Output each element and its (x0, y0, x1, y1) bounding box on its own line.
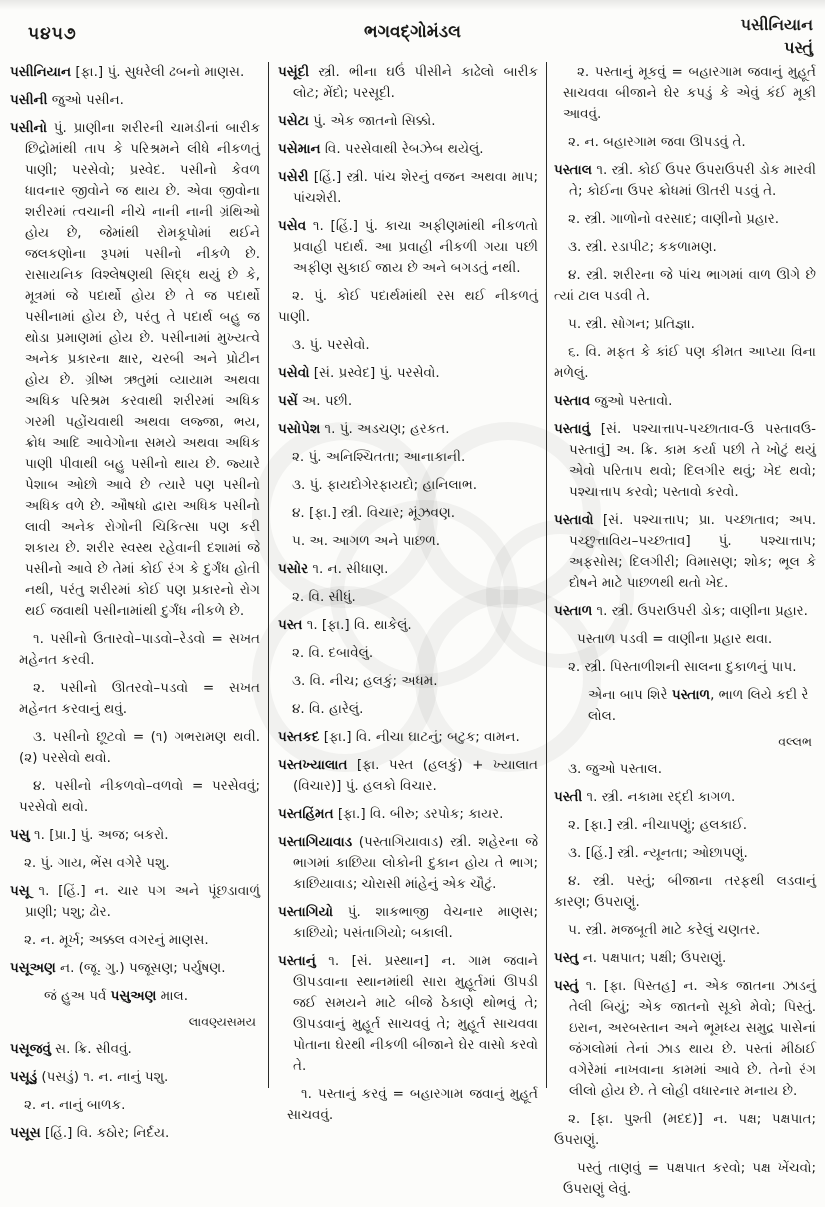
page-title: ભગવદ્ગોમંડલ (364, 22, 461, 42)
dictionary-entry: પસ્તુ ન. પક્ષપાત; પક્ષી; ઉપરાણું. (554, 950, 727, 966)
sense-line: ૩. જુઓ પસ્તાલ. (568, 761, 663, 777)
sense-line: ૫. સ્ત્રી. સોગન; પ્રતિજ્ઞા. (568, 316, 695, 332)
sense-line: ૨. પું. અનિશ્ચિતતા; આનાકાની. (292, 449, 466, 465)
idiom-line: ૨. પસ્તાનું મૂકવું = બહારગામ જવાનું મુહૂર્ત સાચવવા બીજાને ઘેર કપડું કે એવું કંઈ મૂકી આવવું. (563, 64, 816, 122)
dictionary-entry: પસીનિયાન [ફા.] પું. સુધરેલી ઢબનો માણસ. (10, 64, 245, 80)
sense-line: ૪. સ્ત્રી. પસ્તું; બીજાના તરફથી લડવાનું કારણ; ઉપરાણું. (554, 873, 816, 910)
sense-line: ૩. સ્ત્રી. રડાપીટ; કકળામણ. (568, 239, 717, 255)
idiom-line: ૨. પસીનો ઊતરવો–પડવો = સખત મહેનત કરવાનું થવું. (19, 680, 260, 717)
sense-line: ૨. સ્ત્રી. પિસ્તાળીશની સાલના દુકાળનું પાપ. (568, 659, 797, 675)
dictionary-entry: પસ્તાગિયાવાડ (પસ્તાગિયાવાડ) સ્ત્રી. શહેરના જે ભાગમાં કાછિયા લોકોની દુકાન હોય તે ભાગ; કાછિયાવાડ; ચોરાસી માંહેનું એક ચૌટું. (278, 834, 538, 892)
idiom-line: ૪. પસીનો નીકળવો–વળવો = પરસેવવું; પરસેવો થવો. (19, 778, 260, 815)
sense-line: ૨. ન. મૂર્ખ; અક્કલ વગરનું માણસ. (24, 932, 209, 948)
dictionary-entry: પસેવ ૧. [હિં.] પું. કાચા અફીણમાંથી નીકળતો પ્રવાહી પદાર્થ. આ પ્રવાહી નીકળી ગયા પછી અફીણ સુકાઈ જાય છે અને બગડતું નથી. (278, 218, 538, 276)
sense-line: ૩. વિ. નીચ; હલકું; અધમ. (292, 673, 438, 689)
sense-line: ૩. પું. પરસેવો. (292, 337, 370, 353)
dictionary-entry: પસૂજવું સ. ક્રિ. સીવવું. (10, 1041, 132, 1057)
dictionary-entry: પસૂસ [હિં.] વિ. કઠોર; નિર્દય. (10, 1125, 170, 1141)
dictionary-entry: પસ્તાગિયો પું. શાકભાજી વેચનાર માણસ; કાછિયો; પસંતાગિયો; બકાલી. (278, 904, 538, 941)
verse-line: એના બાપ શિરે પસ્તાળ, ભાળ લિયે કદી રે લોલ. (588, 687, 809, 724)
dictionary-entry: પસુ ૧. [પ્રા.] પું. અજ; બકરો. (10, 827, 169, 843)
idiom-line: ૩. પસીનો છૂટવો = (૧) ગભરામણ થવી. (૨) પરસેવો થવો. (19, 729, 260, 766)
sense-line: ૬. વિ. મફત કે કાંઈ પણ કીમત આપ્યા વિના મળેલું. (554, 344, 816, 381)
dictionary-entry: પસૂડું (પસડું) ૧. ન. નાનું પશુ. (10, 1069, 169, 1085)
dictionary-entry: પસેવો [સં. પ્રસ્વેદ] પું. પરસેવો. (278, 365, 440, 381)
sense-line: ૫. સ્ત્રી. મજબૂતી માટે કરેલું ચણતર. (568, 922, 761, 938)
idiom-line: પસ્તાળ પડવી = વાણીના પ્રહાર થવા. (577, 631, 773, 647)
dictionary-entry: પસૂ ૧. [હિં.] ન. ચાર પગ અને પૂંછડાવાળું પ્રાણી; પશુ; ઢોર. (10, 883, 260, 920)
dictionary-entry: પસેરી [હિં.] સ્ત્રી. પાંચ શેરનું વજન અથવા માપ; પાંચશેરી. (278, 169, 538, 206)
sense-line: ૪. [ફા.] સ્ત્રી. વિચાર; મૂંઝવણ. (292, 505, 456, 521)
page-top-shading (0, 0, 825, 10)
column-divider-1 (268, 62, 269, 1088)
dictionary-entry: પસ્તહિંમત [ફા.] વિ. બીરુ; ડરપોક; કાયર. (278, 806, 504, 822)
sense-line: ૨. વિ. દબાવેલું. (292, 645, 374, 661)
guide-word-last: પસ્તું (784, 38, 813, 57)
sense-line: ૫. અ. આગળ અને પાછળ. (292, 533, 441, 549)
attribution: વલ્લભ (778, 734, 812, 749)
sense-line: ૪. વિ. હારેલું. (292, 701, 364, 717)
sense-line: ૩. [હિં.] સ્ત્રી. ન્યૂનતા; ઓછાપણું. (568, 845, 748, 861)
sense-line: ૨. પું. કોઈ પદાર્થમાંથી રસ થઈ નીકળતું પાણી. (278, 288, 538, 325)
dictionary-entry: પસ્તખ્યાલાત [ફા. પસ્ત (હલકું) + ખ્યાલાત (વિચાર)] પું. હલકો વિચાર. (278, 757, 538, 794)
sense-line: ૩. પું. ફાયદોગેરફાયદો; હાનિલાભ. (292, 477, 478, 493)
dictionary-entry: પસ્તી ૧. સ્ત્રી. નકામા રદ્દી કાગળ. (554, 789, 736, 805)
idiom-line: ૧. પસીનો ઉતારવો–પાડવો–રેડવો = સખત મહેનત કરવી. (19, 631, 260, 668)
column-2 (278, 62, 538, 1133)
sense-line: ૪. સ્ત્રી. શરીરના જે પાંચ ભાગમાં વાળ ઊગે છે ત્યાં ટાલ પડવી તે. (554, 267, 816, 304)
sense-line: ૨. [ફા. પુશ્તી (મદદ)] ન. પક્ષ; પક્ષપાત; ઉપરાણું. (554, 1111, 816, 1148)
dictionary-entry: પસોપેશ ૧. પું. અડચણ; હરકત. (278, 421, 450, 437)
dictionary-entry: પસ્ત ૧. [ફા.] વિ. થાકેલું. (278, 617, 412, 633)
dictionary-entry: પસ્તાલ ૧. સ્ત્રી. કોઈ ઉપર ઉપરાઉપરી ડોક મારવી તે; કોઈના ઉપર ક્રોધમાં ઊતરી પડવું તે. (554, 162, 816, 199)
column-divider-2 (546, 62, 547, 1088)
idiom-line: પસ્તું તાણવું = પક્ષપાત કરવો; પક્ષ ખેંચવો; ઉપરાણું લેવું. (563, 1160, 816, 1197)
sense-line: ૨. [ફા.] સ્ત્રી. નીચાપણું; હલકાઈ. (568, 817, 748, 833)
column-3 (554, 62, 816, 1207)
dictionary-entry: પસ્તકદ [ફા.] વિ. નીચા ઘાટનું; બટુક; વામન. (278, 729, 520, 745)
sense-line: ૨. પું. ગાય, ભેંસ વગેરે પશુ. (24, 855, 170, 871)
dictionary-entry: પસ્તાવું [સં. પશ્ચાત્તાપ-પચ્છાતાવ-ઉ પસ્તાવઉ-પસ્તાવું] અ. ક્રિ. કામ કર્યા પછી તે ખોટું થયું એવો પરિતાપ થવો; દિલગીર થવું; ખેદ થવો; પશ્ચાત્તાપ કરવો; પસ્તાવો કરવો. (554, 421, 816, 500)
dictionary-entry: પસીની જુઓ પસીન. (10, 92, 124, 108)
column-1 (10, 62, 260, 1151)
dictionary-entry: પસોર ૧. ન. સીધાણ. (278, 561, 389, 577)
page-number: ૫૪૫૭ (28, 24, 77, 44)
sense-line: ૨. ન. બહારગામ જવા ઊપડવું તે. (568, 134, 746, 150)
dictionary-entry: પસ્તાનું ૧. [સં. પ્રસ્થાન] ન. ગામ જવાને ઊપડવાના સ્થાનમાંથી સારા મુહૂર્તમાં ઊપડી જઈ સમયને માટે બીજે ઠેકાણે થોભવું તે; ઊપડવાનું મુહૂર્ત સાચવવું તે; મુહૂર્ત સાચવવા પોતાના ઘેરથી નીકળી બીજાને ઘેર વાસો કરવો તે. (278, 953, 538, 1074)
dictionary-entry: પસીનો પું. પ્રાણીના શરીરની ચામડીનાં બારીક છિદ્રોમાંથી તાપ કે પરિશ્રમને લીધે નીકળતું પાણી; પરસેવો; પ્રસ્વેદ. પસીનો કેવળ ધાવનાર જીવોને જ થાય છે. એવા જીવોના શરીરમાં ત્વચાની નીચે નાની નાની ગ્રંથિઓ હોય છે, જેમાંથી રોમકૂપોમાં થઈને જલકણોના રૂપમાં પસીનો નીકળે છે. રાસાયનિક વિશ્લેષણથી સિદ્ધ થયું છે કે, મૂત્રમાં જે પદાર્થો હોય છે તે જ પદાર્થો પસીનામાં હોય છે, પરંતુ તે પદાર્થ બહુ જ થોડા પ્રમાણમાં હોય છે. પસીનામાં મુખ્યત્વે અનેક પ્રકારના ક્ષાર, ચરબી અને પ્રોટીન હોય છે. ગ્રીષ્મ ઋતુમાં વ્યાયામ અથવા અધિક પરિશ્રમ કરવાથી શરીરમાં અધિક ગરમી પહોંચવાથી અથવા લજ્જા, ભય, ક્રોધ આદિ આવેગોના સમયે અથવા અધિક પાણી પીવાથી બહુ પસીનો થાય છે. જ્યારે પેશાબ ઓછો આવે છે ત્યારે પણ પસીનો અધિક વળે છે. ઔષધો દ્વારા અધિક પસીનો લાવી અનેક રોગોની ચિકિત્સા પણ કરી શકાય છે. શરીર સ્વસ્થ રહેવાની દશામાં જે પસીનો આવે છે તેમાં કોઈ રંગ કે દુર્ગંધ હોતી નથી, પરંતુ શરીરમાં કોઈ પણ પ્રકારનો રોગ થઈ જવાથી પસીનામાંથી દુર્ગંધ નીકળે છે. (10, 120, 260, 619)
dictionary-entry: પસ્તું ૧. [ફા. પિસ્તહ] ન. એક જાતના ઝાડનું તેલી બિયું; એક જાતનો સૂકો મેવો; પિસ્તું. ઇરાન, અરબસ્તાન અને ભૂમધ્ય સમુદ્ર પાસેનાં જંગલોમાં તેનાં ઝાડ થાય છે. પસ્તાં મીઠાઈ વગેરેમાં નાખવાના કામમાં આવે છે. તેનો રંગ લીલો હોય છે. તે લોહી વધારનાર મનાય છે. (554, 978, 816, 1099)
dictionary-entry: પસ્તાવ જુઓ પસ્તાવો. (554, 393, 673, 409)
sense-line: ૨. સ્ત્રી. ગાળોનો વરસાદ; વાણીનો પ્રહાર. (568, 211, 780, 227)
guide-words (741, 13, 813, 59)
verse-line: જં હુઅ પર્વ પસુઅણ માલ. (44, 988, 189, 1004)
dictionary-entry: પસ્તાવો [સં. પશ્ચાત્તાપ; પ્રા. પચ્છાતાવ; અપ. પચ્છુત્તાવિય–પચ્છતાવ] પું. પશ્ચાત્તાપ; અફસોસ; દિલગીરી; વિમાસણ; શોક; ભૂલ કે દોષને માટે પાછળથી થતો ખેદ. (554, 512, 816, 591)
idiom-line: ૧. પસ્તાનું કરવું = બહારગામ જવાનું મુહૂર્ત સાચવવું. (287, 1086, 538, 1123)
dictionary-entry: પસૂંદી સ્ત્રી. ભીના ઘઉં પીસીને કાઢેલો બારીક લોટ; મેંદો; પરસૂદી. (278, 64, 538, 101)
attribution: લાવણ્યસમય (188, 1014, 256, 1029)
dictionary-entry: પસેટા પું. એક જાતનો સિક્કો. (278, 113, 436, 129)
dictionary-entry: પસૂઅણ ન. (જૂ. ગુ.) પજૂસણ; પર્યુષણ. (10, 960, 226, 976)
dictionary-entry: પસેં અ. પછી. (278, 393, 353, 409)
dictionary-entry: પસ્તાળ ૧. સ્ત્રી. ઉપરાઉપરી ડોક; વાણીના પ્રહાર. (554, 603, 808, 619)
guide-word-first: પસીનિયાન (740, 15, 813, 34)
dictionary-entry: પસેમાન વિ. પરસેવાથી રેબઝેબ થયેલું. (278, 141, 484, 157)
sense-line: ૨. ન. નાનું બાળક. (24, 1097, 126, 1113)
sense-line: ૨. વિ. સીધું. (292, 589, 356, 605)
